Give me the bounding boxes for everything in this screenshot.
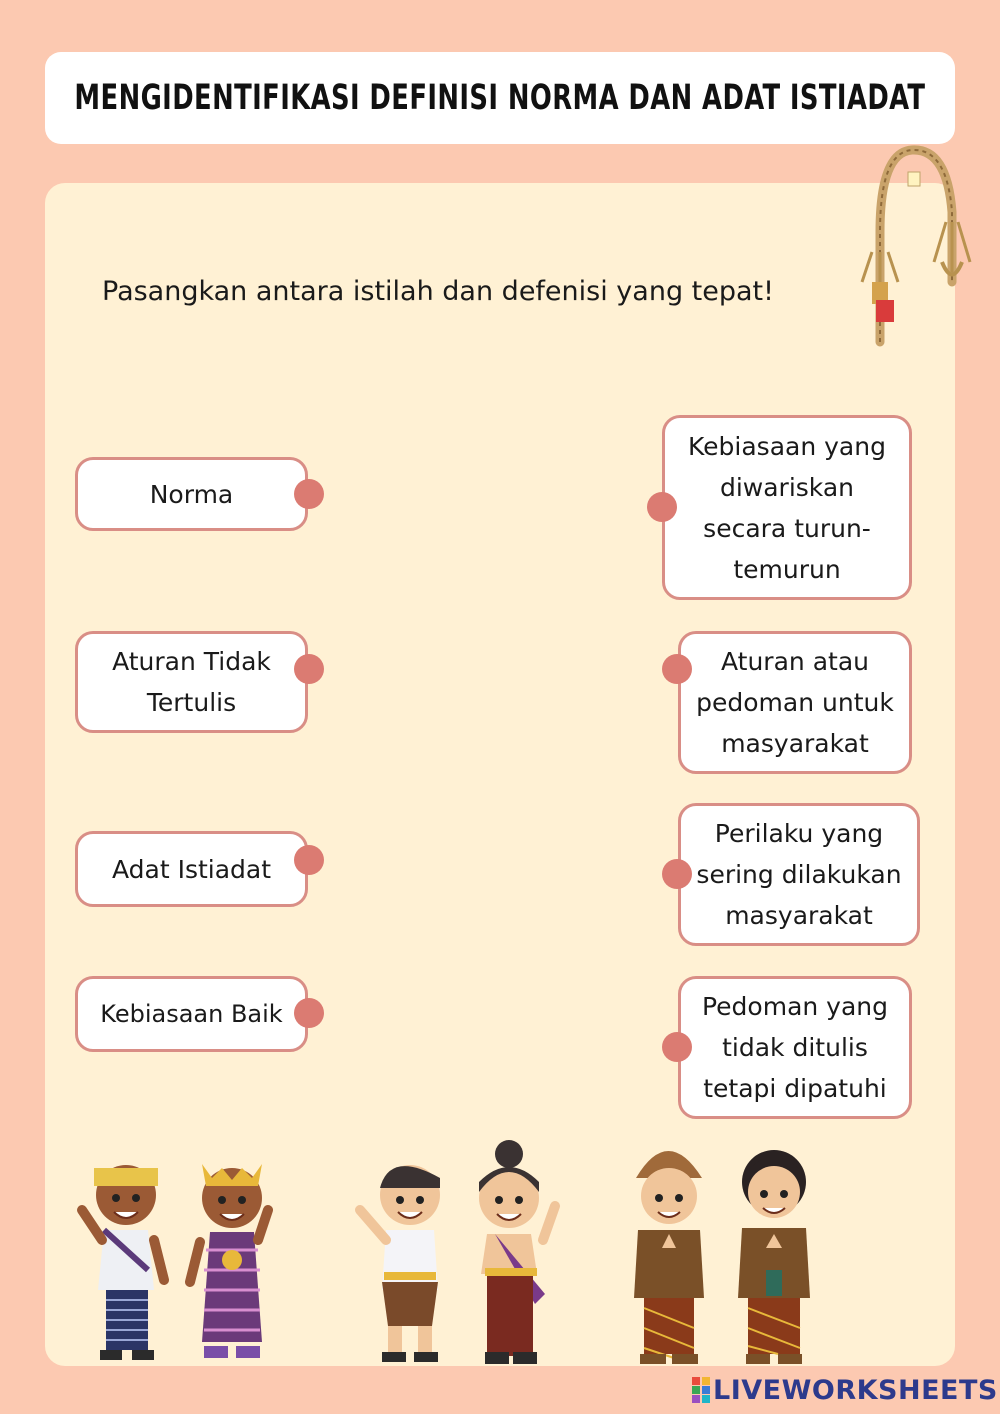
term-label: Aturan Tidak Tertulis [112, 647, 271, 717]
term-card-aturan-tidak-tertulis[interactable] [75, 631, 308, 733]
brand-name: LIVEWORKSHEETS [713, 1374, 998, 1406]
child-figure-6-icon [734, 1140, 814, 1368]
child-figure-5-icon [628, 1138, 710, 1368]
definition-label: Aturan atau pedoman untuk masyarakat [696, 647, 894, 758]
term-label: Norma [149, 479, 234, 509]
definition-card-3[interactable] [678, 803, 920, 946]
term-connector-dot[interactable] [294, 479, 324, 509]
page-title: MENGIDENTIFIKASI DEFINISI NORMA DAN ADAT ISTIADAT [74, 78, 926, 118]
definition-card-1[interactable] [662, 415, 912, 600]
term-connector-dot[interactable] [294, 998, 324, 1028]
definition-card-2[interactable] [678, 631, 912, 774]
definition-connector-dot[interactable] [662, 859, 692, 889]
definition-connector-dot[interactable] [662, 1032, 692, 1062]
child-figure-2-icon [180, 1150, 285, 1368]
child-figure-3-icon [352, 1150, 460, 1368]
definition-label: Kebiasaan yang diwariskan secara turun-temurun [688, 431, 886, 584]
term-card-kebiasaan-baik[interactable] [75, 976, 308, 1052]
definition-label: Pedoman yang tidak ditulis tetapi dipatuhi [701, 992, 889, 1103]
liveworksheets-logo-icon [692, 1377, 710, 1403]
liveworksheets-watermark [692, 1374, 998, 1406]
term-connector-dot[interactable] [294, 654, 324, 684]
penjor-ornament-icon [852, 142, 972, 352]
definition-label: Perilaku yang sering dilakukan masyarakat [696, 819, 902, 930]
term-label: Adat Istiadat [111, 854, 272, 884]
instruction-text: Pasangkan antara istilah dan defenisi yang tepat! [102, 276, 774, 307]
definition-connector-dot[interactable] [662, 654, 692, 684]
term-label: Kebiasaan Baik [100, 999, 283, 1028]
term-connector-dot[interactable] [294, 845, 324, 875]
definition-card-4[interactable] [678, 976, 912, 1119]
definition-connector-dot[interactable] [647, 492, 677, 522]
term-card-adat-istiadat[interactable] [75, 831, 308, 907]
child-figure-1-icon [74, 1150, 174, 1368]
term-card-norma[interactable] [75, 457, 308, 531]
title-bar [45, 52, 955, 144]
child-figure-4-icon [465, 1136, 565, 1368]
